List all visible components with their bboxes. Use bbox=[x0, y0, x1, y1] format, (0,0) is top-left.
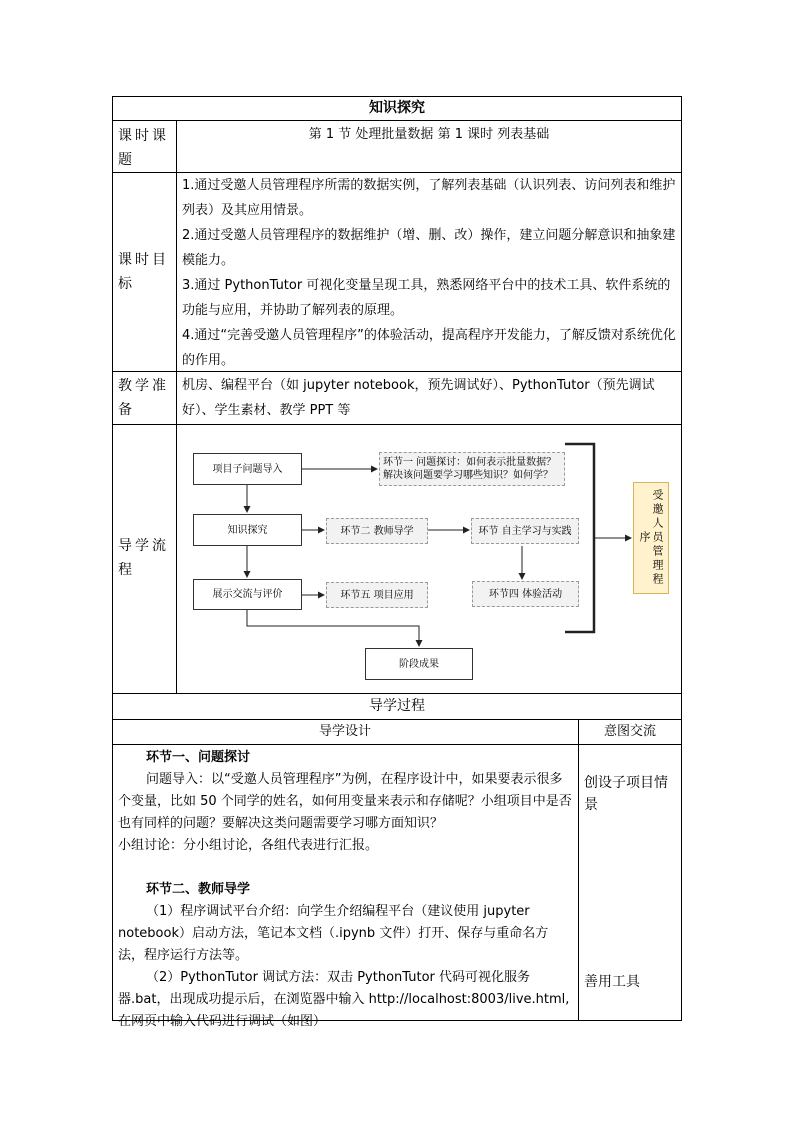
lesson-plan-table bbox=[112, 96, 682, 1029]
flow-step5: 环节五 项目应用 bbox=[326, 582, 428, 608]
table-title: 知识探究 bbox=[369, 100, 425, 116]
flow-step3: 环节 自主学习与实践 bbox=[471, 518, 579, 544]
process-header: 导学过程 bbox=[369, 698, 425, 714]
goal-item: 3.通过 PythonTutor 可视化变量呈现工具，熟悉网络平台中的技术工具、软件系统的功能与应用，并协助了解列表的原理。 bbox=[182, 278, 671, 318]
intent-1: 创设子项目情景 bbox=[584, 775, 668, 813]
section-paragraph: 小组讨论：分小组讨论，各组代表进行汇报。 bbox=[118, 838, 379, 853]
flow-node-result: 阶段成果 bbox=[365, 648, 473, 680]
goal-item: 1.通过受邀人员管理程序所需的数据实例，了解列表基础（认识列表、访问列表和维护列表）及其应用情景。 bbox=[182, 178, 676, 218]
flow-node-share: 展示交流与评价 bbox=[193, 579, 302, 610]
section-title: 环节一、问题探讨 bbox=[146, 750, 251, 765]
flow-node-explore: 知识探究 bbox=[193, 514, 302, 546]
flow-step2: 环节二 教师导学 bbox=[326, 518, 428, 544]
section-paragraph: （2）PythonTutor 调试方法：双击 PythonTutor 代码可视化服务器.bat，出现成功提示后，在浏览器中输入 http://localhost:8003/live.html,在网页中输入代码进行调试（如图） bbox=[118, 970, 570, 1029]
goal-item: 4.通过“完善受邀人员管理程序”的体验活动，提高程序开发能力，了解反馈对系统优化的作用。 bbox=[182, 328, 676, 368]
intent-2: 善用工具 bbox=[584, 974, 640, 990]
section-title: 环节二、教师导学 bbox=[146, 882, 251, 897]
flow-diagram bbox=[176, 424, 682, 693]
goal-item: 2.通过受邀人员管理程序的数据维护（增、删、改）操作，建立问题分解意识和抽象建模能力。 bbox=[182, 228, 676, 268]
flow-node-intro: 项目子问题导入 bbox=[193, 453, 302, 485]
col-design-header: 导学设计 bbox=[318, 724, 371, 739]
section-paragraph: （1）程序调试平台介绍：向学生介绍编程平台（建议使用 jupyter notebook）启动方法，笔记本文档（.ipynb 文件）打开、保存与重命名方法，程序运行方法等。 bbox=[118, 904, 549, 963]
section-paragraph: 问题导入：以“受邀人员管理程序”为例，在程序设计中，如果要表示很多个变量，比如 50 个同学的姓名，如何用变量来表示和存储呢？小组项目中是否也有同样的问题？要解决这类问题需要学习哪方面知识？ bbox=[118, 772, 572, 831]
lesson-topic-value: 第 1 节 处理批量数据 第 1 课时 列表基础 bbox=[308, 127, 550, 142]
process-design bbox=[118, 747, 574, 1033]
flow-step4: 环节四 体验活动 bbox=[472, 581, 579, 607]
lesson-topic-label: 课时课题 bbox=[118, 128, 169, 168]
lesson-goals-label: 课时目标 bbox=[118, 252, 169, 292]
col-intent-header: 意图交流 bbox=[603, 724, 656, 739]
preparation-label: 教学准备 bbox=[118, 378, 169, 418]
preparation-value: 机房、编程平台（如 jupyter notebook，预先调试好）、PythonTutor（预先调试好）、学生素材、教学 PPT 等 bbox=[182, 378, 655, 418]
flow-side-project: 受邀人员管理程序 bbox=[633, 482, 669, 594]
flow-step1: 环节一 问题探讨：如何表示批量数据？解决该问题要学习哪些知识？如何学？ bbox=[379, 452, 565, 486]
lesson-goals-list bbox=[182, 173, 676, 373]
flow-label: 导学流程 bbox=[118, 538, 169, 578]
